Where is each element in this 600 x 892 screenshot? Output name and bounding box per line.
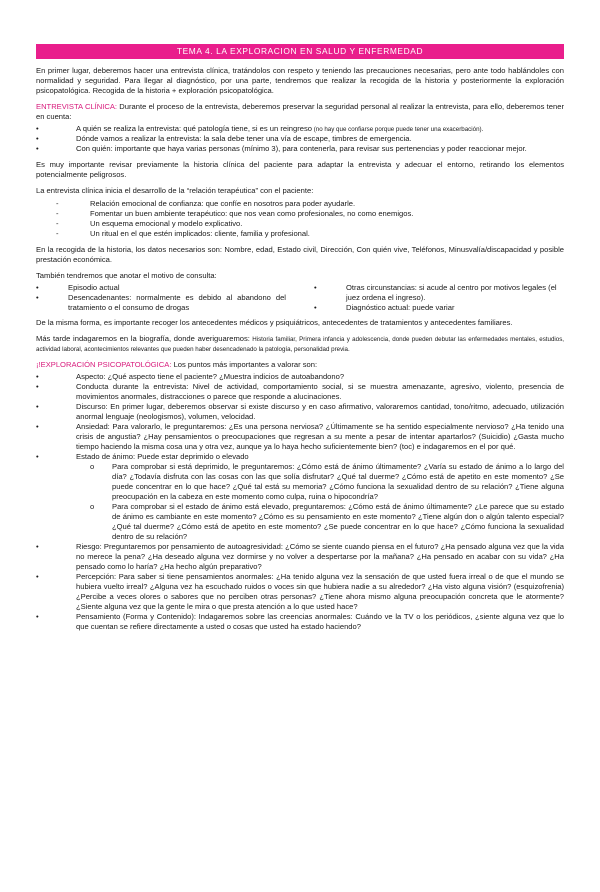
exploracion-paragraph — [36, 360, 564, 370]
exploracion-text: Los puntos más importantes a valorar son: — [171, 359, 318, 369]
entrevista-list — [36, 124, 564, 154]
entrevista-heading: ENTREVISTA CLÍNICA: — [36, 102, 118, 112]
motivo-intro: También tendremos que anotar el motivo de consulta: — [36, 271, 217, 281]
list-item: • Conducta durante la entrevista: Nivel de actividad, comportamiento social, si se muestra amenazante, agresivo, violento, presencia de movimientos anormales, distracciones o parece que responde a alucinaciones. — [36, 382, 564, 402]
animo-label: Estado de ánimo: Puede estar deprimido o elevado — [76, 452, 249, 462]
relacion-list — [36, 199, 564, 239]
list-item: • Desencadenantes: normalmente es debido al abandono del tratamiento o el consumo de drogas — [36, 293, 286, 313]
list-item: • Ansiedad: Para valorarlo, le preguntaremos: ¿Es una persona nerviosa? ¿Últimamente se ha sentido especialmente nervioso? ¿Ha tenido una crisis de angustia? ¿Hay pensamientos o preocupaciones que regresan a su mente a pesar de intentar apartarlos? (Suicidio) ¿Gasta mucho tiempo haciendo la misma cosa una y otra vez, aunque ya lo haya hecho suficientemente bien? (toc) e indagaremos en el por qué. — [36, 422, 564, 452]
entrevista-text: Durante el proceso de la entrevista, deberemos preservar la seguridad personal al realizar la entrevista, para ello, deberemos tener en cuenta: — [36, 102, 564, 122]
animo-sublist — [76, 462, 564, 542]
sub-list-item: o Para comprobar si está deprimido, le preguntaremos: ¿Cómo está de ánimo últimamente? ¿Varía su estado de ánimo a lo largo del día? ¿Todavía disfruta con las cosas con las que solía disfrutar? ¿Qué tal duerme? ¿Cómo está de apetito en este momento? ¿Se puede concentrar en lo que hace? ¿Qué tal está su memoria? ¿Cómo funciona la sexualidad dentro de su relación? ¿Tiene alguna preocupación en la cabeza en este momento como culpa, ruina o hipocondría? — [76, 462, 564, 502]
list-item — [36, 452, 564, 542]
list-item: • Riesgo: Preguntaremos por pensamiento de autoagresividad: ¿Cómo se siente cuando piensa en el futuro? ¿Ha pensado alguna vez que la vida no merece la pena? ¿Ha deseado alguna vez dormirse y no volver a despertarse por la mañana? ¿Ha pensado en acabar con su vida? ¿Ha pensado como lo haría? ¿Ha hecho algún preparativo? — [36, 542, 564, 572]
biografia-paragraph: Más tarde indagaremos en la biografía, donde averiguaremos: Historia familiar, Primera infancia y adolescencia, donde pueden debutar las enfermedades mentales, estudios, actividad laboral, acontecimientos relevantes que pueden haber desencadenado la patología, personalidad previa. — [36, 333, 565, 353]
page-title: TEMA 4. LA EXPLORACION EN SALUD Y ENFERMEDAD — [36, 44, 564, 59]
entrevista-paragraph — [36, 102, 564, 122]
list-item: • Otras circunstancias: si acude al centro por motivos legales (el juez ordena el ingreso). — [314, 283, 564, 303]
exploracion-list — [36, 372, 564, 632]
aside-note: (no hay que confiarse porque puede tener una exacerbación). — [311, 126, 484, 134]
list-item: • Dónde vamos a realizar la entrevista: la sala debe tener una vía de escape, timbres de emergencia. — [36, 134, 564, 144]
sub-list-item: o Para comprobar si el estado de ánimo está elevado, preguntaremos: ¿Cómo está de ánimo últimamente? ¿Le parece que su estado de ánimo es cambiante en este momento? ¿Cómo es su pensamiento en este momento? ¿Tiene algún don o algún talento especial? ¿Qué tal duerme? ¿Cómo está de apetito en este momento? ¿Se puede concentrar en lo que hace? ¿Cómo funciona la sexualidad dentro de su relación? — [76, 502, 564, 542]
antecedentes-paragraph: De la misma forma, es importante recoger los antecedentes médicos y psiquiátricos, antecedentes de tratamientos y antecedentes familiares. — [36, 317, 513, 327]
motivo-columns — [36, 283, 564, 313]
datos-paragraph: En la recogida de la historia, los datos necesarios son: Nombre, edad, Estado civil, Dirección, Con quién vive, Teléfonos, Minusvalía/discapacidad y posible prestación económica. — [36, 245, 564, 265]
list-item: - Relación emocional de confianza: que confíe en nosotros para poder ayudarle. — [36, 199, 564, 209]
list-item: • A quién se realiza la entrevista: qué patología tiene, si es un reingreso (no hay que confiarse porque puede tener una exacerbación). — [36, 124, 564, 134]
intro-paragraph: En primer lugar, deberemos hacer una entrevista clínica, tratándolos con respeto y teniendo las precauciones necesarias, pero ante todo hablándoles con normalidad y seguridad. Para llegar al diagnóstico, por una parte, tendremos que realizar la recogida de la historia y posteriormente la exploración psicopatológica. Recogida de la historia + exploración psicopatológica. — [36, 66, 564, 96]
list-item: - Un ritual en el que estén implicados: cliente, familia y profesional. — [36, 229, 564, 239]
list-item: • Aspecto: ¿Qué aspecto tiene el paciente? ¿Muestra indicios de autoabandono? — [36, 372, 564, 382]
list-item: • Diagnóstico actual: puede variar — [314, 303, 564, 313]
list-item: • Percepción: Para saber si tiene pensamientos anormales: ¿Ha tenido alguna vez la sensación de que usted fuera irreal o de que el mundo se hubiera vuelto irreal? ¿Alguna vez ha escuchado ruidos o voces sin que hubiera nadie a su alrededor? ¿Ha visto alguna visión? (esquizofrenia) ¿Percibe a veces olores o sabores que no perciben otras personas? ¿Tiene ahora mismo alguna preocupación concreta que le atormente? ¿Siente alguna vez que la gente le mira o que presta atención a lo que usted hace? — [36, 572, 564, 612]
list-item: • Discurso: En primer lugar, deberemos observar si existe discurso y en caso afirmativo, valoraremos cantidad, tono/ritmo, adecuado, utilización anormal lenguaje (neologismos), volumen, velocidad. — [36, 402, 564, 422]
list-item: - Un esquema emocional y modelo explicativo. — [36, 219, 564, 229]
list-item: • Episodio actual — [36, 283, 286, 293]
list-item: • Pensamiento (Forma y Contenido): Indagaremos sobre las creencias anormales: Cuándo ve la TV o los periódicos, ¿siente alguna vez que lo que cuentan se refiere directamente a usted o cosas que usted ha estado haciendo? — [36, 612, 564, 632]
motivo-left-list — [36, 283, 286, 313]
relacion-intro: La entrevista clínica inicia el desarrollo de la “relación terapéutica” con el paciente: — [36, 186, 314, 196]
list-item: • Con quién: importante que haya varias personas (mínimo 3), para contenerla, para revisar sus pertenencias y poder reaccionar mejor. — [36, 144, 564, 154]
motivo-right-list — [286, 283, 564, 313]
exploracion-heading: ¡!EXPLORACIÓN PSICOPATOLÓGICA: — [36, 359, 172, 369]
biografia-note: Historia familiar, Primera infancia y adolescencia, donde pueden debutar las enfermedades mentales, estudios, actividad laboral, acontecimientos relevantes que pueden haber desencadenado la patología, personalidad previa. — [36, 335, 565, 353]
revisar-paragraph: Es muy importante revisar previamente la historia clínica del paciente para adaptar la entrevista y adecuar el entorno, retirando los elementos potencialmente peligrosos. — [36, 160, 564, 180]
document-page — [0, 44, 600, 892]
list-item: - Fomentar un buen ambiente terapéutico: que nos vean como profesionales, no como enemigos. — [36, 209, 564, 219]
